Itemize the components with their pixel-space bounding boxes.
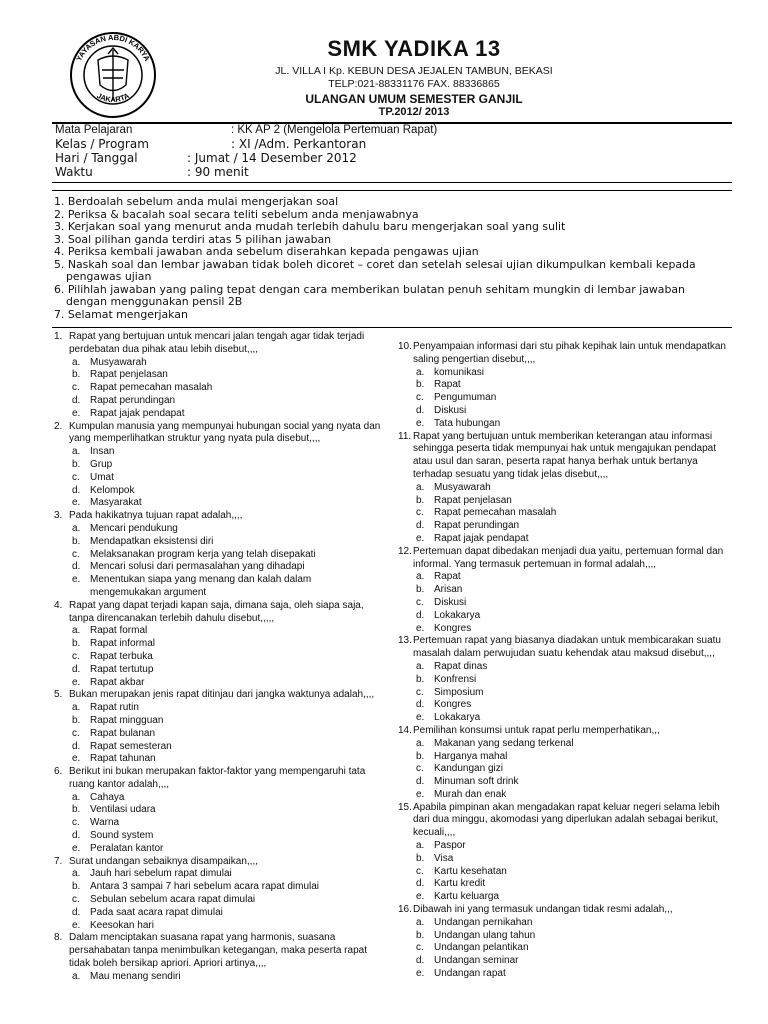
- option-text: Rapat: [434, 571, 461, 583]
- option-text: Konfrensi: [434, 673, 477, 685]
- option-text: Harganya mahal: [434, 750, 508, 762]
- option-letter: b.: [72, 369, 81, 381]
- rule-item: 1. Berdoalah sebelum anda mulai mengerjakan soal: [54, 195, 339, 208]
- option-letter: e.: [416, 712, 425, 724]
- option-letter: e.: [416, 532, 425, 544]
- option-letter: d.: [72, 663, 81, 675]
- question-item: [54, 600, 382, 690]
- option-letter: a.: [72, 356, 81, 368]
- option-text: Sound system: [90, 830, 154, 842]
- answer-option[interactable]: [416, 418, 732, 431]
- option-text: Visa: [434, 852, 454, 864]
- info-row-class: [55, 137, 367, 151]
- option-letter: b.: [72, 804, 81, 816]
- option-letter: b.: [72, 881, 81, 893]
- answer-option[interactable]: [416, 840, 732, 853]
- answer-option[interactable]: [416, 853, 732, 866]
- option-letter: e.: [72, 407, 81, 419]
- answer-option[interactable]: [416, 866, 732, 879]
- answer-option[interactable]: [416, 610, 732, 623]
- option-text: Rapat akbar: [90, 676, 145, 688]
- option-letter: b.: [72, 714, 81, 726]
- rule-item: 2. Periksa & bacalah soal secara teliti sebelum anda menjawabnya: [54, 207, 419, 221]
- option-text: Keesokan hari: [90, 919, 154, 931]
- answer-option[interactable]: [72, 536, 382, 549]
- option-letter: d.: [72, 394, 81, 406]
- option-text: Kartu kesehatan: [434, 865, 507, 877]
- option-letter: d.: [416, 609, 425, 621]
- option-text: Kongres: [434, 622, 472, 634]
- option-text: Murah dan enak: [434, 788, 507, 800]
- questions-column-left: [54, 331, 382, 984]
- option-letter: a.: [72, 791, 81, 803]
- option-letter: d.: [72, 561, 81, 573]
- option-text: Mendapatkan eksistensi diri: [90, 535, 214, 547]
- answer-option[interactable]: [72, 382, 382, 395]
- question-number: 4.: [54, 599, 63, 611]
- answer-option[interactable]: [72, 549, 382, 562]
- option-letter: e.: [416, 788, 425, 800]
- question-text: Rapat yang bertujuan untuk mencari jalan tengah agar tidak terjadi perdebatan dua pihak atau lebih disebut,,,,: [69, 331, 365, 355]
- question-item: [398, 904, 732, 981]
- option-letter: e.: [72, 497, 81, 509]
- option-letter: d.: [72, 484, 81, 496]
- question-number: 12.: [398, 545, 412, 557]
- option-text: Rapat tertutup: [90, 663, 154, 675]
- option-text: Kartu kredit: [434, 878, 486, 890]
- option-letter: d.: [416, 955, 425, 967]
- answer-option[interactable]: [72, 369, 382, 382]
- question-number: 16.: [398, 904, 412, 916]
- question-item: [54, 421, 382, 511]
- option-text: Rapat mingguan: [90, 714, 164, 726]
- option-text: Diskusi: [434, 596, 467, 608]
- option-letter: d.: [416, 404, 425, 416]
- answer-option[interactable]: [72, 753, 382, 766]
- answer-option[interactable]: [416, 533, 732, 546]
- option-text: Undangan pernikahan: [434, 916, 533, 928]
- option-letter: a.: [72, 625, 81, 637]
- answer-option[interactable]: [72, 574, 382, 600]
- option-letter: e.: [416, 417, 425, 429]
- info-label: Hari / Tanggal: [55, 151, 138, 165]
- option-text: Warna: [90, 817, 120, 829]
- option-letter: b.: [416, 750, 425, 762]
- answer-option[interactable]: [416, 520, 732, 533]
- question-item: [398, 802, 732, 904]
- answer-option[interactable]: [416, 751, 732, 764]
- answer-option[interactable]: [416, 495, 732, 508]
- answer-option[interactable]: [416, 776, 732, 789]
- option-text: Rapat penjelasan: [434, 494, 512, 506]
- option-letter: d.: [416, 520, 425, 532]
- option-text: Umat: [90, 471, 114, 483]
- answer-option[interactable]: [72, 561, 382, 574]
- option-letter: c.: [416, 763, 424, 775]
- answer-option[interactable]: [416, 789, 732, 802]
- option-letter: e.: [72, 919, 81, 931]
- option-text: Cahaya: [90, 791, 125, 803]
- school-name: SMK YADIKA 13: [327, 36, 501, 61]
- option-text: Simposium: [434, 686, 484, 698]
- option-letter: b.: [72, 458, 81, 470]
- answer-option[interactable]: [416, 584, 732, 597]
- option-letter: c.: [416, 507, 424, 519]
- answer-option[interactable]: [72, 715, 382, 728]
- rule-item: 3. Kerjakan soal yang menurut anda mudah terlebih dahulu baru mengerjakan soal yang sulit: [54, 220, 566, 233]
- option-text: Musyawarah: [90, 356, 147, 368]
- question-item: [54, 331, 382, 421]
- option-text: Rapat formal: [90, 625, 148, 637]
- answer-option[interactable]: [72, 741, 382, 754]
- option-text: Rapat tahunan: [90, 753, 156, 765]
- question-text: Pertemuan rapat yang biasanya diadakan untuk membicarakan suatu masalah dalam perwujudan suatu kehendak atau maksud disebut,,,,: [413, 635, 721, 660]
- info-row-subject: [55, 123, 438, 137]
- question-number: 10.: [398, 341, 412, 352]
- answer-option[interactable]: [72, 868, 382, 881]
- option-text: Rapat: [434, 379, 461, 391]
- option-text: Mau menang sendiri: [90, 970, 181, 982]
- option-text: Peralatan kantor: [90, 842, 164, 854]
- option-letter: a.: [72, 970, 81, 982]
- option-letter: a.: [72, 446, 81, 458]
- option-letter: c.: [416, 392, 424, 404]
- question-number: 8.: [54, 932, 63, 944]
- answer-option[interactable]: [416, 738, 732, 751]
- answer-option[interactable]: [416, 955, 732, 968]
- questions-column-right: [398, 331, 732, 981]
- logo-text-bottom: JAKARTA: [95, 91, 131, 105]
- answer-option[interactable]: [416, 891, 732, 904]
- info-row-time: [55, 165, 249, 179]
- answer-option[interactable]: [72, 638, 382, 651]
- option-letter: c.: [72, 894, 80, 906]
- answer-option[interactable]: [72, 792, 382, 805]
- question-item: [54, 510, 382, 600]
- option-text: Insan: [90, 446, 115, 458]
- question-number: 11.: [398, 430, 412, 442]
- question-number: 15.: [398, 801, 412, 813]
- option-text: Rapat rutin: [90, 702, 139, 714]
- question-text: Berikut ini bukan merupakan faktor-faktor yang mempengaruhi tata ruang kantor adalah,,,,: [69, 766, 366, 790]
- answer-option[interactable]: [416, 661, 732, 674]
- question-item: [398, 546, 732, 636]
- option-letter: c.: [416, 686, 424, 698]
- question-item: [54, 932, 382, 983]
- question-number: 3.: [54, 510, 63, 522]
- option-letter: b.: [416, 673, 425, 685]
- answer-option[interactable]: [72, 472, 382, 485]
- option-letter: d.: [416, 878, 425, 890]
- option-letter: a.: [72, 702, 81, 714]
- exam-title: ULANGAN UMUM SEMESTER GANJIL: [305, 92, 523, 106]
- answer-option[interactable]: [416, 392, 732, 405]
- answer-option[interactable]: [72, 459, 382, 472]
- option-text: Undangan pelantikan: [434, 942, 529, 954]
- option-text: Rapat terbuka: [90, 650, 153, 662]
- question-item: [398, 725, 732, 802]
- answer-option[interactable]: [416, 942, 732, 955]
- question-text: Dalam menciptakan suasana rapat yang harmonis, suasana persahabatan tanpa menimbulkan ketegangan, maka peserta rapat tidak boleh bersikap apriori. Apriori artinya,,,,: [69, 932, 367, 970]
- option-text: Mencari solusi dari permasalahan yang dihadapi: [90, 561, 305, 573]
- option-letter: d.: [416, 699, 425, 711]
- option-text: Mencari pendukung: [90, 522, 178, 534]
- option-text: Minuman soft drink: [434, 776, 519, 788]
- question-item: [398, 431, 732, 546]
- question-text: Kumpulan manusia yang mempunyai hubungan social yang nyata dan yang memperlihatkan struktur yang nyata pula disebut,,,,: [69, 420, 381, 445]
- answer-option[interactable]: [416, 507, 732, 520]
- option-text: Rapat jajak pendapat: [434, 532, 529, 544]
- option-text: Rapat penjelasan: [90, 369, 168, 381]
- option-letter: b.: [72, 638, 81, 650]
- option-text: Ventilasi udara: [90, 804, 156, 816]
- info-divider-1: [52, 182, 732, 183]
- answer-option[interactable]: [416, 930, 732, 943]
- answer-option[interactable]: [72, 843, 382, 856]
- question-text: Pertemuan dapat dibedakan menjadi dua yaitu, pertemuan formal dan informal. Yang termasuk pertemuan in formal adalah,,,,: [413, 545, 724, 570]
- question-text: Dibawah ini yang termasuk undangan tidak resmi adalah,,,: [413, 904, 673, 916]
- option-text: Rapat pemecahan masalah: [434, 507, 557, 519]
- school-year: TP.2012/ 2013: [378, 106, 450, 118]
- info-label: Mata Pelajaran: [55, 124, 133, 136]
- answer-option[interactable]: [416, 763, 732, 776]
- option-text: Rapat semesteran: [90, 740, 172, 752]
- answer-option[interactable]: [72, 817, 382, 830]
- option-text: Makanan yang sedang terkenal: [434, 737, 574, 749]
- option-letter: b.: [416, 852, 425, 864]
- question-item: [398, 635, 732, 725]
- logo-text-top: YAYASAN ABDI KARYA: [74, 32, 152, 63]
- answer-option[interactable]: [72, 408, 382, 421]
- rule-item: 7. Selamat mengerjakan: [54, 307, 188, 321]
- rule-item-continuation: dengan menggunakan pensil 2B: [66, 295, 243, 308]
- question-number: 14.: [398, 724, 412, 736]
- option-text: Rapat jajak pendapat: [90, 407, 185, 419]
- option-text: Sebulan sebelum acara rapat dimulai: [90, 894, 256, 906]
- answer-option[interactable]: [72, 497, 382, 510]
- question-text: Rapat yang bertujuan untuk memberikan keterangan atau informasi sehingga peserta tidak mempunyai hak untuk mengajukan pendapat atau usul dan saran, peserta rapat hanya berhak untuk bertanya terhadap sesuatu yang tidak jelas disebut,,,,: [413, 430, 716, 480]
- option-letter: b.: [416, 494, 425, 506]
- question-text: Apabila pimpinan akan mengadakan rapat keluar negeri selama lebih dari dua minggu, akomodasi yang diperlukan adalah sebagai berikut, kecuali,,,,: [413, 801, 720, 839]
- answer-option[interactable]: [416, 699, 732, 712]
- answer-option[interactable]: [72, 446, 382, 459]
- question-item: [54, 856, 382, 933]
- answer-option[interactable]: [72, 804, 382, 817]
- option-letter: d.: [72, 830, 81, 842]
- option-text: Pengumuman: [434, 392, 497, 404]
- option-text: Rapat bulanan: [90, 727, 156, 739]
- question-item: [54, 689, 382, 766]
- info-value: : 90 menit: [187, 165, 249, 179]
- option-letter: a.: [416, 481, 425, 493]
- info-label: Waktu: [55, 165, 93, 179]
- option-letter: e.: [416, 968, 425, 980]
- question-text: Rapat yang dapat terjadi kapan saja, dimana saja, oleh siapa saja, tanpa direncanakan terlebih dahulu disebut,,,,,: [69, 599, 364, 624]
- answer-option[interactable]: [416, 367, 732, 380]
- answer-option[interactable]: [72, 625, 382, 638]
- question-text: Bukan merupakan jenis rapat ditinjau dari jangka waktunya adalah,,,,: [69, 689, 375, 701]
- option-text: Pada saat acara rapat dimulai: [90, 906, 223, 918]
- rule-item-continuation: pengawas ujian: [66, 270, 152, 283]
- option-letter: d.: [416, 776, 425, 788]
- option-letter: c.: [72, 471, 80, 483]
- answer-option[interactable]: [72, 395, 382, 408]
- option-text: Jauh hari sebelum rapat dimulai: [90, 868, 232, 880]
- question-text: Surat undangan sebaiknya disampaikan,,,,: [69, 855, 259, 867]
- option-text: Undangan seminar: [434, 955, 519, 967]
- option-letter: c.: [416, 942, 424, 954]
- question-number: 7.: [54, 855, 63, 867]
- answer-option[interactable]: [72, 971, 382, 984]
- option-text: Kandungan gizi: [434, 763, 503, 775]
- answer-option[interactable]: [416, 597, 732, 610]
- option-text: Paspor: [434, 840, 466, 852]
- question-text: Pemilihan konsumsi untuk rapat perlu memperhatikan,,,: [413, 724, 660, 736]
- option-text: Diskusi: [434, 404, 467, 416]
- answer-option[interactable]: [416, 917, 732, 930]
- answer-option[interactable]: [72, 702, 382, 715]
- question-item: [54, 766, 382, 856]
- option-text: Kartu keluarga: [434, 891, 500, 903]
- rule-item: 5. Naskah soal dan lembar jawaban tidak boleh dicoret – coret dan setelah selesai ujian dikumpulkan kembali kepada: [54, 257, 696, 271]
- answer-option[interactable]: [72, 830, 382, 843]
- option-letter: e.: [416, 622, 425, 634]
- option-letter: a.: [416, 737, 425, 749]
- rules-divider: [52, 327, 732, 328]
- option-text: Menentukan siapa yang menang dan kalah dalam mengemukakan argument: [90, 574, 312, 598]
- answer-option[interactable]: [72, 523, 382, 536]
- question-number: 6.: [54, 766, 63, 778]
- option-text: Undangan ulang tahun: [434, 929, 536, 941]
- option-letter: c.: [72, 817, 80, 829]
- info-value: : Jumat / 14 Desember 2012: [187, 151, 357, 165]
- option-letter: a.: [416, 840, 425, 852]
- rule-item: 6. Pilihlah jawaban yang paling tepat dengan cara memberikan bulatan penuh sehitam mungkin di lembar jawaban: [54, 282, 685, 296]
- option-text: Antara 3 sampai 7 hari sebelum acara rapat dimulai: [90, 881, 320, 893]
- answer-option[interactable]: [416, 687, 732, 700]
- answer-option[interactable]: [416, 878, 732, 891]
- school-address: JL. VILLA I Kp. KEBUN DESA JEJALEN TAMBUN, BEKASI: [275, 65, 553, 77]
- answer-option[interactable]: [416, 482, 732, 495]
- rule-item: 3. Soal pilihan ganda terdiri atas 5 pilihan jawaban: [54, 232, 332, 246]
- option-letter: b.: [72, 535, 81, 547]
- option-text: Rapat perundingan: [90, 394, 176, 406]
- option-letter: a.: [72, 522, 81, 534]
- option-text: Musyawarah: [434, 481, 491, 493]
- answer-option[interactable]: [416, 571, 732, 584]
- question-text: Penyampaian informasi dari stu pihak kepihak lain untuk mendapatkan saling pengertian disebut,,,,: [413, 341, 726, 365]
- answer-option[interactable]: [72, 881, 382, 894]
- answer-option[interactable]: [416, 623, 732, 636]
- option-letter: b.: [416, 584, 425, 596]
- option-letter: d.: [72, 906, 81, 918]
- answer-option[interactable]: [72, 920, 382, 933]
- option-text: Arisan: [434, 584, 463, 596]
- option-text: Rapat pemecahan masalah: [90, 382, 213, 394]
- info-label: Kelas / Program: [55, 137, 149, 151]
- answer-option[interactable]: [72, 664, 382, 677]
- option-letter: b.: [416, 929, 425, 941]
- option-text: Rapat dinas: [434, 660, 488, 672]
- answer-option[interactable]: [72, 894, 382, 907]
- option-text: Tata hubungan: [434, 417, 501, 429]
- option-text: Kongres: [434, 699, 472, 711]
- option-letter: e.: [416, 891, 425, 903]
- option-letter: a.: [416, 366, 425, 378]
- option-letter: c.: [416, 596, 424, 608]
- option-text: Lokakarya: [434, 712, 481, 724]
- option-letter: c.: [72, 650, 80, 662]
- option-letter: a.: [416, 916, 425, 928]
- answer-option[interactable]: [72, 485, 382, 498]
- answer-option[interactable]: [416, 379, 732, 392]
- option-letter: c.: [72, 727, 80, 739]
- question-item: [398, 341, 732, 431]
- info-row-date: [55, 151, 357, 165]
- answer-option[interactable]: [416, 712, 732, 725]
- info-value: : XI /Adm. Perkantoran: [231, 137, 367, 151]
- option-letter: e.: [72, 842, 81, 854]
- option-letter: e.: [72, 753, 81, 765]
- school-phone-fax: TELP:021-88331176 FAX. 88336865: [328, 78, 500, 90]
- option-letter: d.: [72, 740, 81, 752]
- option-letter: b.: [416, 379, 425, 391]
- option-text: Grup: [90, 458, 113, 470]
- option-text: Kelompok: [90, 484, 135, 496]
- question-number: 13.: [398, 635, 412, 647]
- option-letter: a.: [416, 660, 425, 672]
- option-letter: a.: [416, 571, 425, 583]
- option-letter: c.: [72, 382, 80, 394]
- option-letter: e.: [72, 574, 81, 586]
- answer-option[interactable]: [72, 357, 382, 370]
- info-value: : KK AP 2 (Mengelola Pertemuan Rapat): [231, 124, 438, 136]
- question-number: 2.: [54, 420, 63, 432]
- option-text: Masyarakat: [90, 497, 142, 509]
- question-text: Pada hakikatnya tujuan rapat adalah,,,,: [69, 510, 243, 522]
- answer-option[interactable]: [416, 674, 732, 687]
- option-text: Melaksanakan program kerja yang telah disepakati: [90, 548, 316, 560]
- info-divider-2: [52, 190, 732, 191]
- option-text: Undangan rapat: [434, 968, 506, 980]
- option-text: Rapat perundingan: [434, 520, 520, 532]
- question-number: 1.: [54, 331, 63, 342]
- option-text: Rapat informal: [90, 638, 156, 650]
- option-text: komunikasi: [434, 366, 485, 378]
- option-text: Lokakarya: [434, 609, 481, 621]
- option-letter: c.: [416, 865, 424, 877]
- option-letter: a.: [72, 868, 81, 880]
- option-letter: c.: [72, 548, 80, 560]
- answer-option[interactable]: [72, 728, 382, 741]
- answer-option[interactable]: [416, 968, 732, 981]
- exam-rules: [54, 196, 734, 321]
- option-letter: e.: [72, 676, 81, 688]
- answer-option[interactable]: [72, 677, 382, 690]
- rule-item: 4. Periksa kembali jawaban anda sebelum diserahkan kepada pengawas ujian: [54, 245, 479, 258]
- answer-option[interactable]: [72, 907, 382, 920]
- question-number: 5.: [54, 689, 63, 701]
- answer-option[interactable]: [416, 405, 732, 418]
- answer-option[interactable]: [72, 651, 382, 664]
